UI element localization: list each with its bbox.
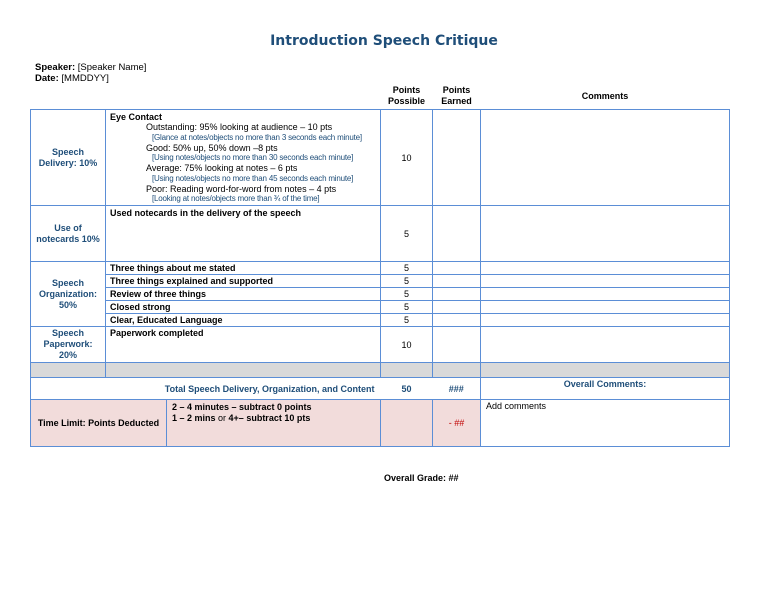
comments-cell[interactable] (481, 206, 730, 262)
level-text: Poor: Reading word-for-word from notes – 4 pts (146, 183, 337, 194)
delivery-criteria (106, 110, 381, 206)
category-notecards: Use of notecards 10% (31, 206, 106, 262)
points-possible-cell: 10 (381, 110, 433, 206)
time-limit-cell (31, 400, 381, 447)
total-label: Total Speech Delivery, Organization, and Content (31, 378, 381, 400)
points-earned-cell[interactable] (433, 288, 481, 301)
points-possible-cell: 5 (381, 301, 433, 314)
category-organization: Speech Organization: 50% (31, 262, 106, 327)
page-title: Introduction Speech Critique (270, 33, 498, 49)
paperwork-criteria: Paperwork completed (106, 327, 381, 363)
total-row (31, 378, 730, 400)
organization-criteria: Three things about me stated (106, 262, 381, 275)
organization-criteria: Closed strong (106, 301, 381, 314)
comments-cell[interactable] (481, 275, 730, 288)
level-note: [Glance at notes/objects no more than 3 seconds each minute] (152, 132, 362, 142)
paperwork-row (31, 327, 730, 363)
speaker-label: Speaker: (35, 62, 76, 73)
category-paperwork: Speech Paperwork: 20% (31, 327, 106, 363)
level-text: Average: 75% looking at notes – 6 pts (146, 163, 298, 173)
date-value[interactable]: [MMDDYY] (61, 73, 109, 84)
comments-cell[interactable] (481, 327, 730, 363)
meta-block (35, 62, 146, 84)
points-possible-cell: 10 (381, 327, 433, 363)
points-possible-cell: 5 (381, 275, 433, 288)
level-text: Outstanding: 95% looking at audience – 10 pts (146, 122, 333, 132)
level-text: Good: 50% up, 50% down –8 pts (146, 142, 278, 153)
points-earned-cell[interactable] (433, 301, 481, 314)
points-earned-cell[interactable] (433, 206, 481, 262)
critique-table (30, 84, 730, 447)
comments-cell[interactable] (481, 301, 730, 314)
level-note: [Using notes/objects no more than 30 seconds each minute] (152, 153, 354, 162)
points-earned-cell[interactable] (433, 262, 481, 275)
organization-criteria: Clear, Educated Language (106, 314, 381, 327)
time-limit-label: Time Limit: Points Deducted (31, 400, 167, 446)
date-label: Date: (35, 73, 59, 84)
organization-row (31, 314, 730, 327)
header-row (31, 84, 730, 110)
points-earned-cell[interactable] (433, 275, 481, 288)
total-earned[interactable]: ### (433, 378, 481, 400)
points-possible-cell: 5 (381, 262, 433, 275)
category-delivery: Speech Delivery: 10% (31, 110, 106, 206)
comments-cell[interactable] (481, 110, 730, 206)
total-possible: 50 (381, 378, 433, 400)
comments-cell[interactable] (481, 288, 730, 301)
points-earned-cell[interactable] (433, 327, 481, 363)
overall-comments-text[interactable]: Add comments (481, 400, 730, 447)
delivery-row (31, 110, 730, 206)
notecards-row (31, 206, 730, 262)
separator-row (31, 363, 730, 378)
time-deduction[interactable]: - ## (433, 400, 481, 447)
organization-row (31, 301, 730, 314)
points-earned-header: Points Earned (441, 85, 472, 106)
time-rules (167, 400, 317, 446)
points-possible-cell: 5 (381, 206, 433, 262)
speaker-value[interactable]: [Speaker Name] (77, 62, 147, 73)
organization-criteria: Three things explained and supported (106, 275, 381, 288)
level-note: [Looking at notes/objects more than ¾ of the time] (152, 194, 320, 203)
time-possible-cell (381, 400, 433, 447)
comments-header: Comments (581, 91, 629, 101)
level-note: [Using notes/objects no more than 45 seconds each minute] (152, 173, 354, 183)
points-possible-header: Points Possible (387, 85, 425, 106)
organization-row (31, 288, 730, 301)
points-earned-cell[interactable] (433, 314, 481, 327)
organization-criteria: Review of three things (106, 288, 381, 301)
overall-grade: Overall Grade: ## (384, 473, 459, 483)
points-possible-cell: 5 (381, 314, 433, 327)
time-rule-2: 1 – 2 mins or 4+– subtract 10 pts (172, 413, 311, 423)
overall-comments-label: Overall Comments: (481, 378, 730, 400)
comments-cell[interactable] (481, 314, 730, 327)
organization-row (31, 262, 730, 275)
points-earned-cell[interactable] (433, 110, 481, 206)
eye-contact-heading: Eye Contact (110, 112, 163, 122)
time-limit-row (31, 400, 730, 447)
time-rule-1: 2 – 4 minutes – subtract 0 points (172, 402, 312, 412)
points-possible-cell: 5 (381, 288, 433, 301)
comments-cell[interactable] (481, 262, 730, 275)
organization-row (31, 275, 730, 288)
notecards-criteria: Used notecards in the delivery of the speech (106, 206, 381, 262)
